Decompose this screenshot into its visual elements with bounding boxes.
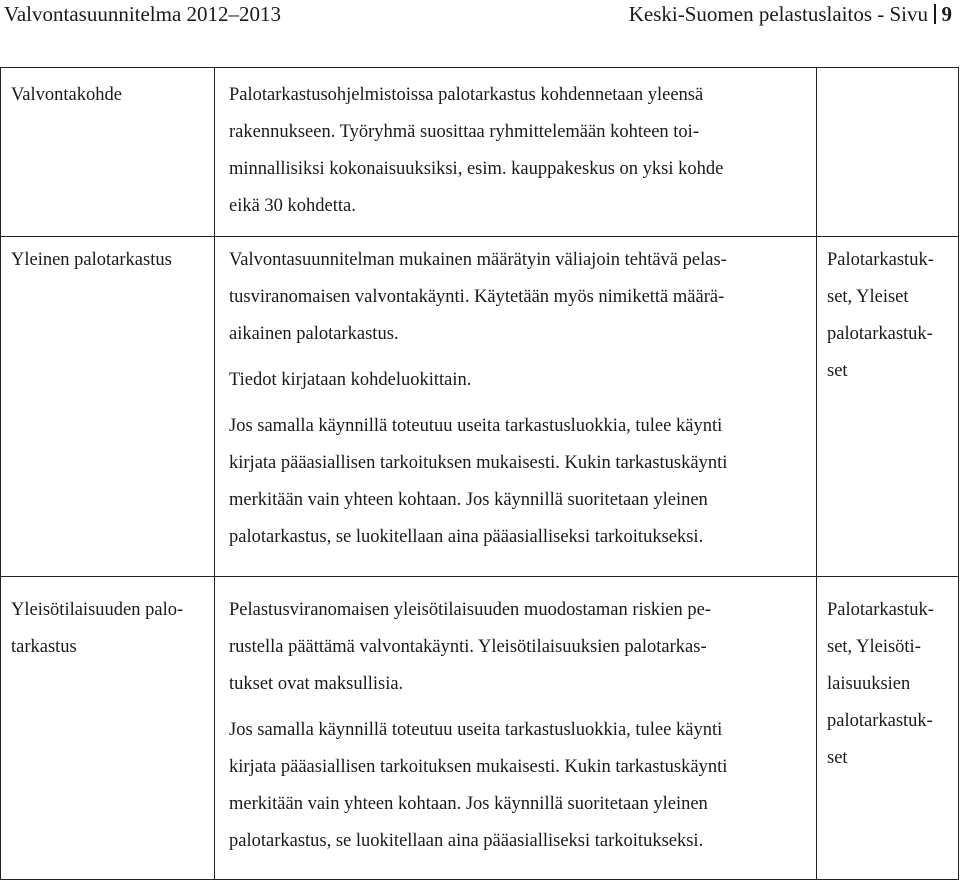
text-line: tukset ovat maksullisia. bbox=[229, 674, 404, 694]
document-title: Valvontasuunnitelma 2012–2013 bbox=[4, 2, 282, 26]
note-line: Palotarkastuk- bbox=[827, 250, 934, 270]
table-row-valvontakohde bbox=[1, 68, 958, 236]
definition-cell bbox=[229, 592, 813, 860]
text-line: eikä 30 kohdetta. bbox=[229, 196, 356, 216]
text-line: Jos samalla käynnillä toteutuu useita tarkastusluokkia, tulee käynti bbox=[229, 416, 723, 436]
definition-cell bbox=[229, 242, 813, 556]
definition-paragraph bbox=[229, 362, 813, 399]
text-line: palotarkastus, se luokitellaan aina pääasialliseksi tarkoitukseksi. bbox=[229, 527, 704, 547]
text-line: Tiedot kirjataan kohdeluokittain. bbox=[229, 370, 472, 390]
definition-paragraph bbox=[229, 408, 813, 556]
text-line: rustella päättämä valvontakäynti. Yleisötilaisuuksien palotarkas- bbox=[229, 637, 707, 657]
term-line: Yleinen palotarkastus bbox=[11, 250, 172, 270]
table-row-yleinen-palotarkastus bbox=[1, 236, 958, 577]
organization-page-label: Keski-Suomen pelastuslaitos - Sivu bbox=[628, 2, 928, 26]
text-line: Valvontasuunnitelman mukainen määrätyin väliajoin tehtävä pelas- bbox=[229, 250, 727, 270]
page-number: 9 bbox=[941, 2, 952, 26]
definition-cell bbox=[229, 77, 813, 225]
note-cell bbox=[827, 242, 957, 390]
term-cell bbox=[11, 242, 211, 279]
note-line: set bbox=[827, 748, 848, 768]
definitions-table bbox=[0, 67, 959, 880]
note-cell bbox=[827, 592, 957, 777]
note-line: set bbox=[827, 361, 848, 381]
text-line: merkitään vain yhteen kohtaan. Jos käynnillä suoritetaan yleinen bbox=[229, 794, 708, 814]
text-line: rakennukseen. Työryhmä suosittaa ryhmittelemään kohteen toi- bbox=[229, 122, 699, 142]
term-cell bbox=[11, 592, 211, 666]
definition-paragraph bbox=[229, 592, 813, 703]
page-info bbox=[629, 2, 952, 26]
note-line: set, Yleiset bbox=[827, 287, 909, 307]
note-line: Palotarkastuk- bbox=[827, 600, 934, 620]
text-line: minnallisiksi kokonaisuuksiksi, esim. kauppakeskus on yksi kohde bbox=[229, 159, 724, 179]
text-line: palotarkastus, se luokitellaan aina pääasialliseksi tarkoitukseksi. bbox=[229, 831, 704, 851]
note-line: palotarkastuk- bbox=[827, 324, 933, 344]
term-line: Valvontakohde bbox=[11, 85, 122, 105]
note-line: set, Yleisöti- bbox=[827, 637, 921, 657]
term-cell bbox=[11, 77, 211, 114]
definition-paragraph bbox=[229, 77, 813, 225]
note-line: palotarkastuk- bbox=[827, 711, 933, 731]
text-line: Pelastusviranomaisen yleisötilaisuuden muodostaman riskien pe- bbox=[229, 600, 711, 620]
header-separator bbox=[934, 4, 936, 24]
text-line: aikainen palotarkastus. bbox=[229, 324, 399, 344]
page-header bbox=[0, 0, 960, 30]
text-line: Palotarkastusohjelmistoissa palotarkastus kohdennetaan yleensä bbox=[229, 85, 704, 105]
text-line: Jos samalla käynnillä toteutuu useita tarkastusluokkia, tulee käynti bbox=[229, 720, 723, 740]
text-line: kirjata pääasiallisen tarkoituksen mukaisesti. Kukin tarkastuskäynti bbox=[229, 757, 728, 777]
text-line: merkitään vain yhteen kohtaan. Jos käynnillä suoritetaan yleinen bbox=[229, 490, 708, 510]
definition-paragraph bbox=[229, 242, 813, 353]
definition-paragraph bbox=[229, 712, 813, 860]
note-line: laisuuksien bbox=[827, 674, 911, 694]
term-line: Yleisötilaisuuden palo- bbox=[11, 600, 184, 620]
table-row-yleisotilaisuuden-palotarkastus bbox=[1, 576, 958, 880]
text-line: tusviranomaisen valvontakäynti. Käytetään myös nimikettä määrä- bbox=[229, 287, 725, 307]
term-line: tarkastus bbox=[11, 637, 77, 657]
text-line: kirjata pääasiallisen tarkoituksen mukaisesti. Kukin tarkastuskäynti bbox=[229, 453, 728, 473]
